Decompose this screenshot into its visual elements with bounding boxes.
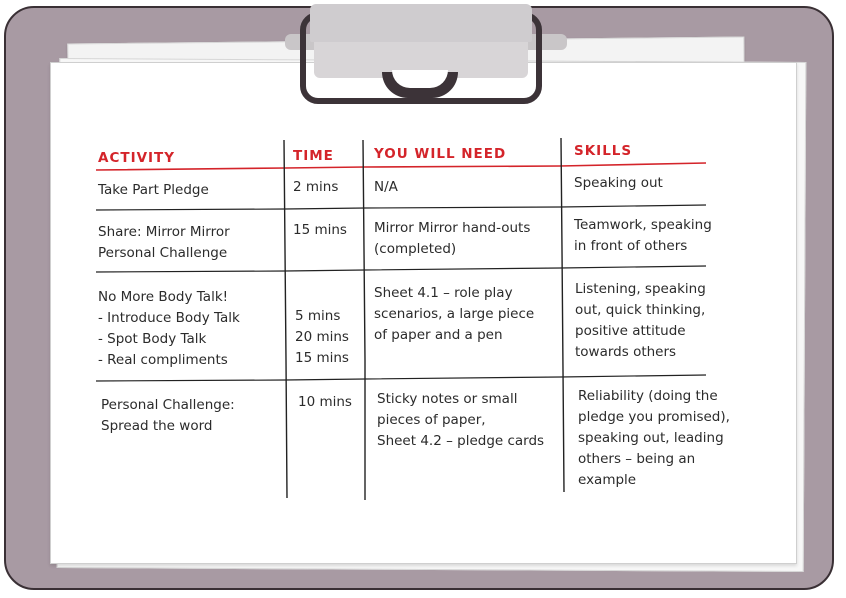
header-underline [96, 163, 706, 170]
row4-need: Sticky notes or small pieces of paper, Sheet 4.2 – pledge cards [377, 391, 545, 449]
column-separator-2 [363, 140, 365, 500]
header-skills: SKILLS [574, 143, 633, 159]
row3-activity: No More Body Talk! - Introduce Body Talk - Spot Body Talk - Real compliments [98, 289, 240, 368]
column-separator-1 [284, 140, 287, 498]
row3-time: 5 mins 20 mins 15 mins [295, 308, 349, 366]
row-separator-3 [96, 375, 706, 381]
row1-need: N/A [374, 179, 398, 195]
header-you-will-need: YOU WILL NEED [374, 146, 507, 162]
row-separator-1 [96, 205, 706, 210]
column-separator-3 [561, 138, 564, 492]
header-activity: ACTIVITY [98, 150, 176, 166]
row3-need: Sheet 4.1 – role play scenarios, a large piece of paper and a pen [374, 285, 535, 343]
header-time: TIME [293, 148, 334, 164]
row2-time: 15 mins [293, 222, 347, 238]
row-separator-2 [96, 266, 706, 272]
row1-skills: Speaking out [574, 175, 663, 191]
row4-skills: Reliability (doing the pledge you promised), speaking out, leading others – being an example [578, 388, 730, 488]
row1-time: 2 mins [293, 179, 339, 195]
row2-activity: Share: Mirror Mirror Personal Challenge [98, 224, 230, 261]
row2-skills: Teamwork, speaking in front of others [574, 217, 712, 254]
row4-time: 10 mins [298, 394, 352, 410]
row4-activity: Personal Challenge: Spread the word [101, 397, 235, 434]
row3-skills: Listening, speaking out, quick thinking, positive attitude towards others [575, 281, 706, 360]
row2-need: Mirror Mirror hand-outs (completed) [374, 220, 531, 257]
row1-activity: Take Part Pledge [98, 182, 209, 198]
